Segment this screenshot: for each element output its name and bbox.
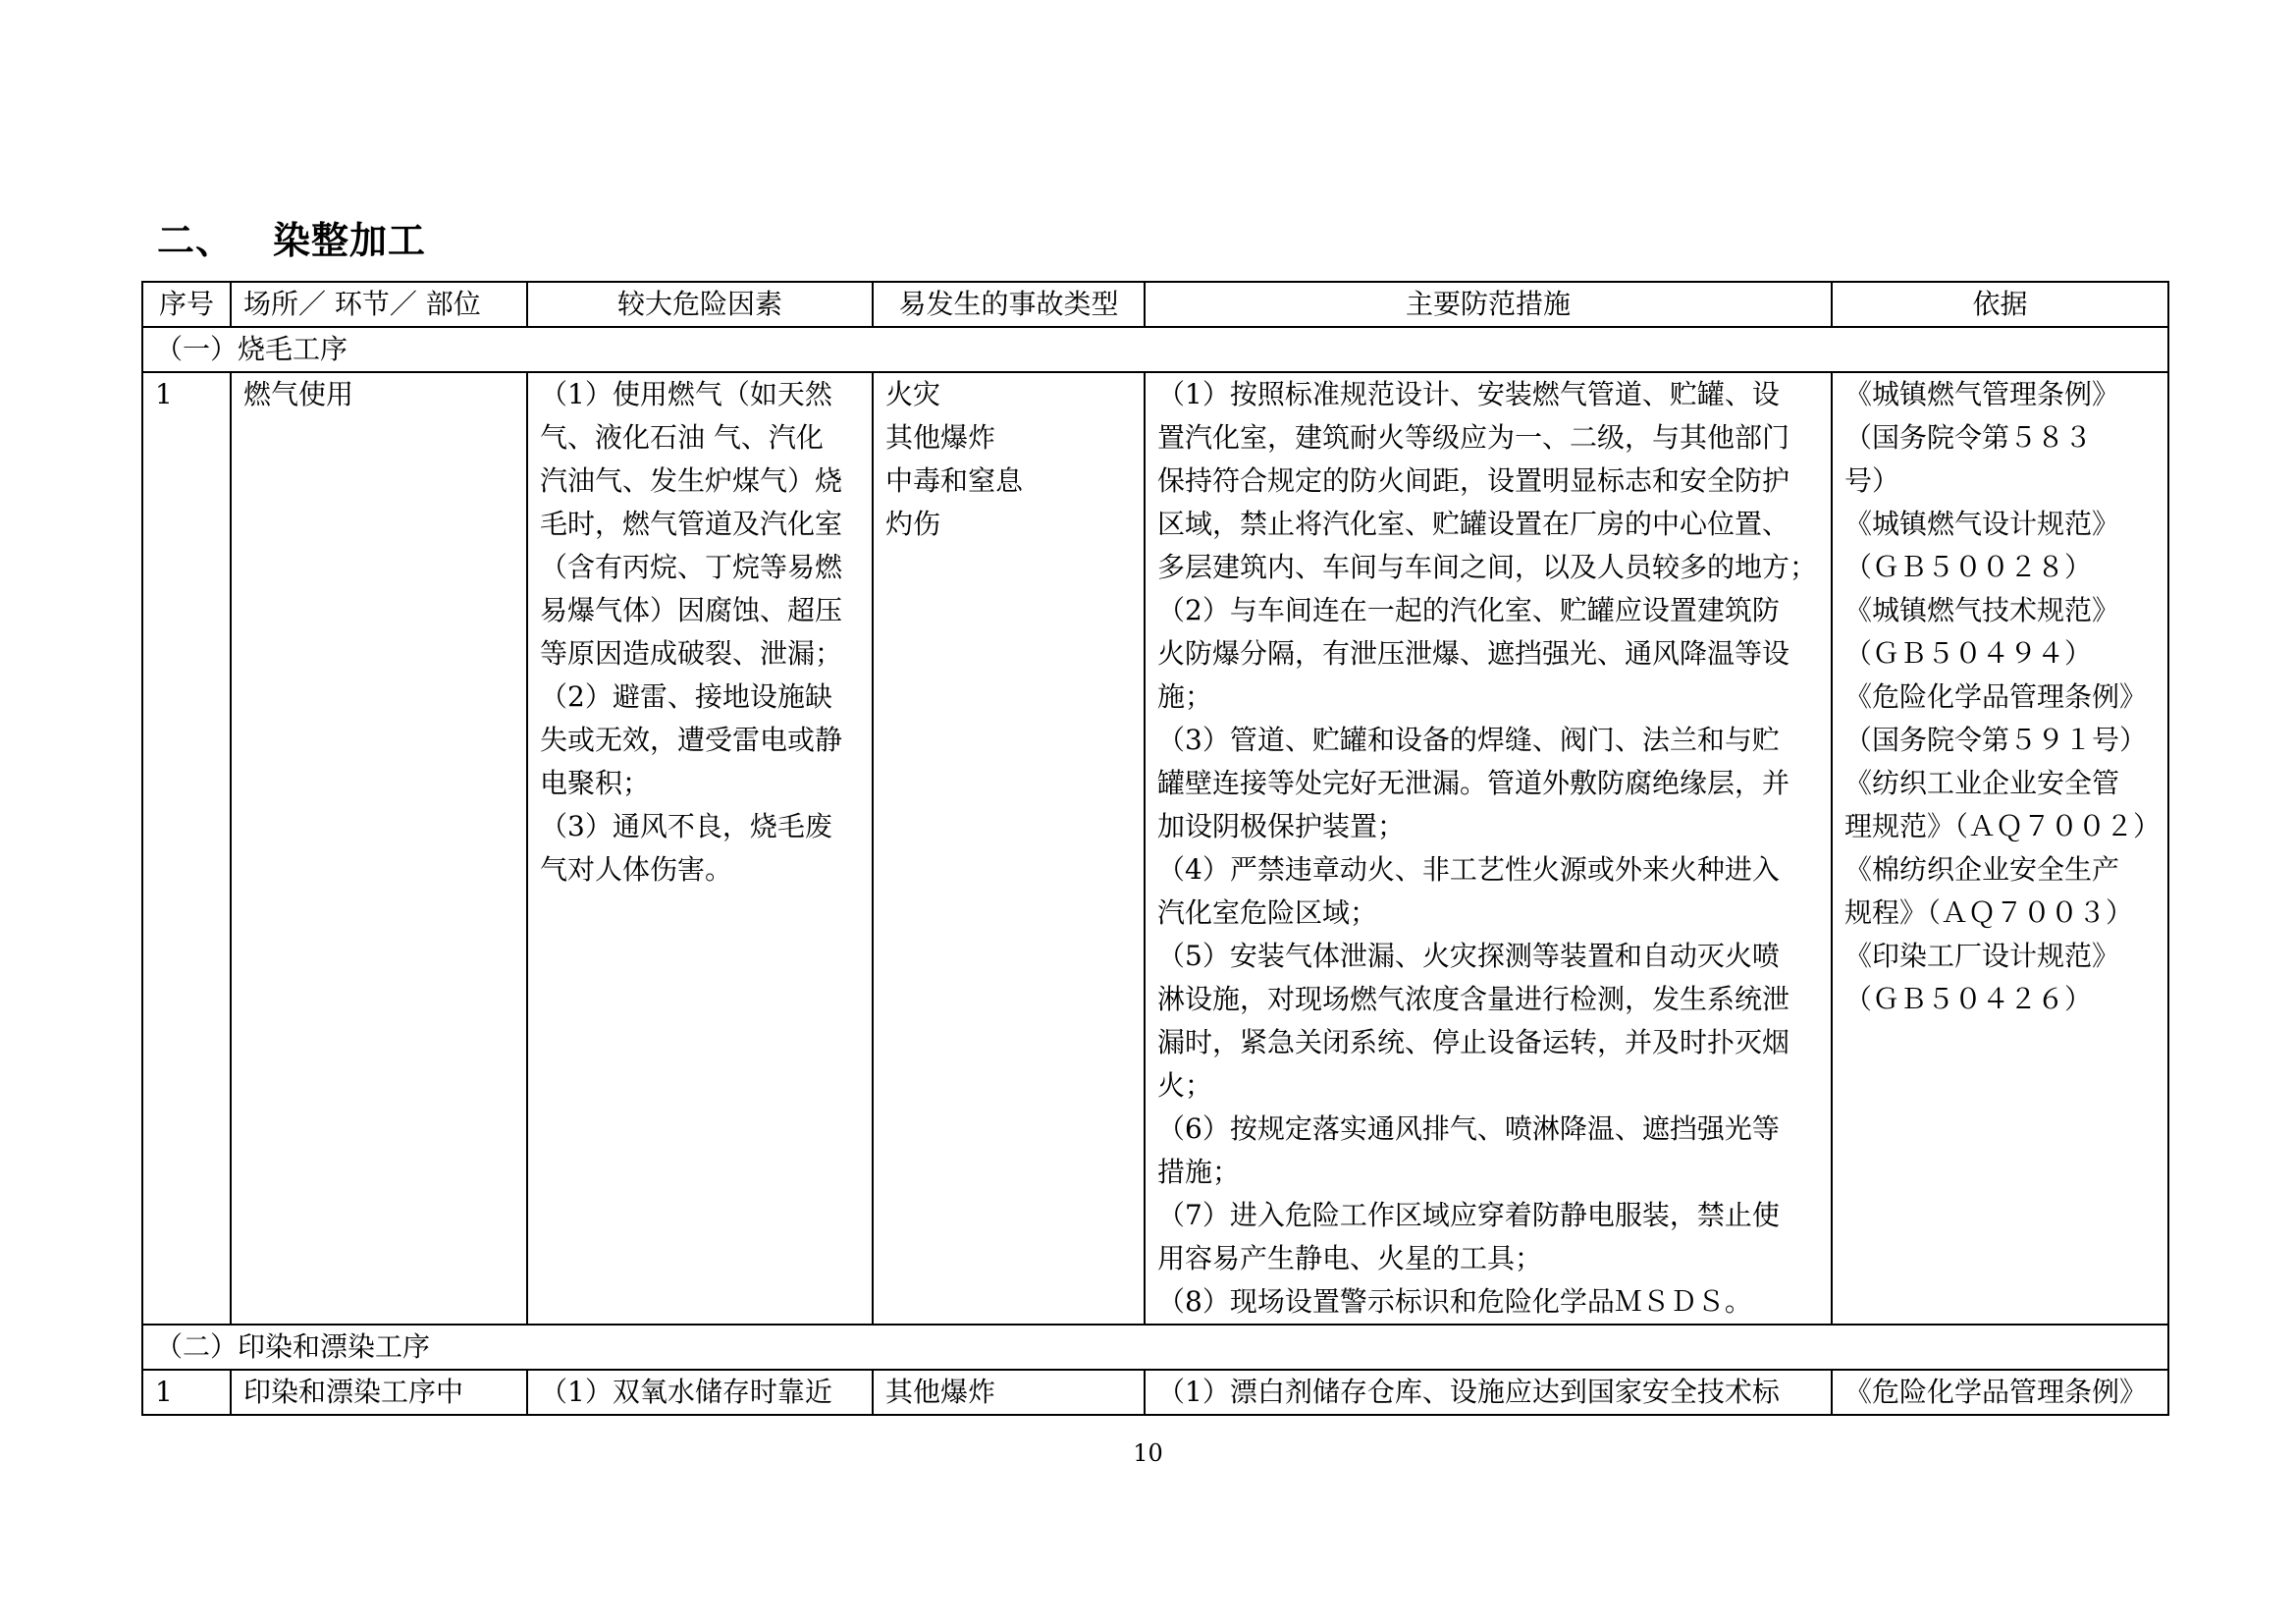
section-heading	[157, 210, 426, 264]
cell-line: 用容易产生静电、火星的工具；	[1157, 1242, 1543, 1274]
cell-line: 汽化室危险区域；	[1157, 896, 1378, 929]
cell-line: （3）通风不良，烧毛废	[540, 810, 832, 842]
header-place: 场所／ 环节／ 部位	[231, 282, 527, 327]
row-no: 1	[142, 372, 231, 1325]
row-hazards	[527, 1370, 873, 1415]
cell-line: 火灾	[885, 378, 941, 410]
header-accidents: 易发生的事故类型	[873, 282, 1145, 327]
header-no: 序号	[142, 282, 231, 327]
row-measures	[1145, 1370, 1832, 1415]
cell-line: 保持符合规定的防火间距，设置明显标志和安全防护	[1157, 464, 1790, 497]
table-header-row	[142, 282, 2168, 327]
section-title-1: （一）烧毛工序	[142, 327, 2168, 372]
cell-line: 易爆气体）因腐蚀、超压	[540, 594, 843, 626]
cell-line: 《危险化学品管理条例》	[1844, 1376, 2148, 1408]
cell-line: （1）使用燃气（如天然	[540, 378, 832, 410]
cell-line: 《城镇燃气技术规范》	[1844, 594, 2120, 626]
row-measures	[1145, 372, 1832, 1325]
header-measures: 主要防范措施	[1145, 282, 1832, 327]
cell-line: 措施；	[1157, 1156, 1241, 1188]
cell-line: 号）	[1844, 464, 1900, 497]
cell-line: （ＧＢ５００２８）	[1844, 551, 2093, 583]
row-hazards	[527, 372, 873, 1325]
cell-line: （1）双氧水储存时靠近	[540, 1376, 832, 1408]
page-number: 10	[1133, 1439, 1163, 1467]
cell-line: 其他爆炸	[885, 421, 996, 454]
row-basis	[1832, 372, 2168, 1325]
cell-line: 漏时，紧急关闭系统、停止设备运转，并及时扑灭烟	[1157, 1026, 1790, 1058]
cell-line: 《城镇燃气管理条例》	[1844, 378, 2120, 410]
cell-line: （4）严禁违章动火、非工艺性火源或外来火种进入	[1157, 853, 1780, 886]
cell-line: 《危险化学品管理条例》	[1844, 680, 2148, 713]
cell-line: 中毒和窒息	[885, 464, 1024, 497]
cell-line: 失或无效，遭受雷电或静	[540, 724, 843, 756]
row-no: 1	[142, 1370, 231, 1415]
section-row	[142, 1325, 2168, 1370]
cell-line: （2）避雷、接地设施缺	[540, 680, 832, 713]
cell-line: 淋设施，对现场燃气浓度含量进行检测，发生系统泄	[1157, 983, 1790, 1015]
cell-line: 理规范》（ＡＱ７００２）	[1844, 810, 2162, 842]
cell-line: 毛时，燃气管道及汽化室	[540, 508, 843, 540]
cell-line: （1）按照标准规范设计、安装燃气管道、贮罐、设	[1157, 378, 1780, 410]
cell-line: （含有丙烷、丁烷等易燃	[540, 551, 843, 583]
cell-line: 《纺织工业企业安全管	[1844, 767, 2120, 799]
cell-line: （6）按规定落实通风排气、喷淋降温、遮挡强光等	[1157, 1112, 1780, 1145]
cell-line: 施；	[1157, 680, 1213, 713]
cell-line: 等原因造成破裂、泄漏；	[540, 637, 843, 670]
header-hazards: 较大危险因素	[527, 282, 873, 327]
cell-line: 《棉纺织企业安全生产	[1844, 853, 2120, 886]
cell-line: （国务院令第５９１号）	[1844, 724, 2148, 756]
row-accidents	[873, 372, 1145, 1325]
row-accidents	[873, 1370, 1145, 1415]
cell-line: （8）现场设置警示标识和危险化学品ＭＳＤＳ。	[1157, 1285, 1752, 1318]
cell-line: 罐壁连接等处完好无泄漏。管道外敷防腐绝缘层，并	[1157, 767, 1790, 799]
row-place: 印染和漂染工序中	[231, 1370, 527, 1415]
cell-line: 火；	[1157, 1069, 1213, 1102]
cell-line: 置汽化室，建筑耐火等级应为一、二级，与其他部门	[1157, 421, 1790, 454]
cell-line: 《印染工厂设计规范》	[1844, 940, 2120, 972]
cell-line: （国务院令第５８３	[1844, 421, 2093, 454]
cell-line: 其他爆炸	[885, 1376, 996, 1408]
cell-line: （1）漂白剂储存仓库、设施应达到国家安全技术标	[1157, 1376, 1780, 1408]
hazard-table	[141, 281, 2169, 1416]
cell-line: 汽油气、发生炉煤气）烧	[540, 464, 843, 497]
cell-line: （ＧＢ５０４９４）	[1844, 637, 2093, 670]
cell-line: 规程》（ＡＱ７００３）	[1844, 896, 2134, 929]
cell-line: 多层建筑内、车间与车间之间，以及人员较多的地方；	[1157, 551, 1818, 583]
table-row	[142, 372, 2168, 1325]
cell-line: 《城镇燃气设计规范》	[1844, 508, 2120, 540]
cell-line: 气、液化石油 气、汽化	[540, 421, 824, 454]
cell-line: （5）安装气体泄漏、火灾探测等装置和自动灭火喷	[1157, 940, 1780, 972]
cell-line: 灼伤	[885, 508, 941, 540]
cell-line: （7）进入危险工作区域应穿着防静电服装，禁止使	[1157, 1199, 1780, 1231]
section-title-2: （二）印染和漂染工序	[142, 1325, 2168, 1370]
cell-line: 火防爆分隔，有泄压泄爆、遮挡强光、通风降温等设	[1157, 637, 1790, 670]
section-title: 染整加工	[273, 219, 427, 262]
header-basis: 依据	[1832, 282, 2168, 327]
cell-line: 区域，禁止将汽化室、贮罐设置在厂房的中心位置、	[1157, 508, 1790, 540]
cell-line: （2）与车间连在一起的汽化室、贮罐应设置建筑防	[1157, 594, 1780, 626]
section-row	[142, 327, 2168, 372]
row-basis	[1832, 1370, 2168, 1415]
cell-line: 气对人体伤害。	[540, 853, 733, 886]
row-place: 燃气使用	[231, 372, 527, 1325]
table-row	[142, 1370, 2168, 1415]
cell-line: 电聚积；	[540, 767, 651, 799]
cell-line: 加设阴极保护装置；	[1157, 810, 1406, 842]
section-number: 二、	[157, 219, 235, 262]
cell-line: （3）管道、贮罐和设备的焊缝、阀门、法兰和与贮	[1157, 724, 1780, 756]
cell-line: （ＧＢ５０４２６）	[1844, 983, 2093, 1015]
